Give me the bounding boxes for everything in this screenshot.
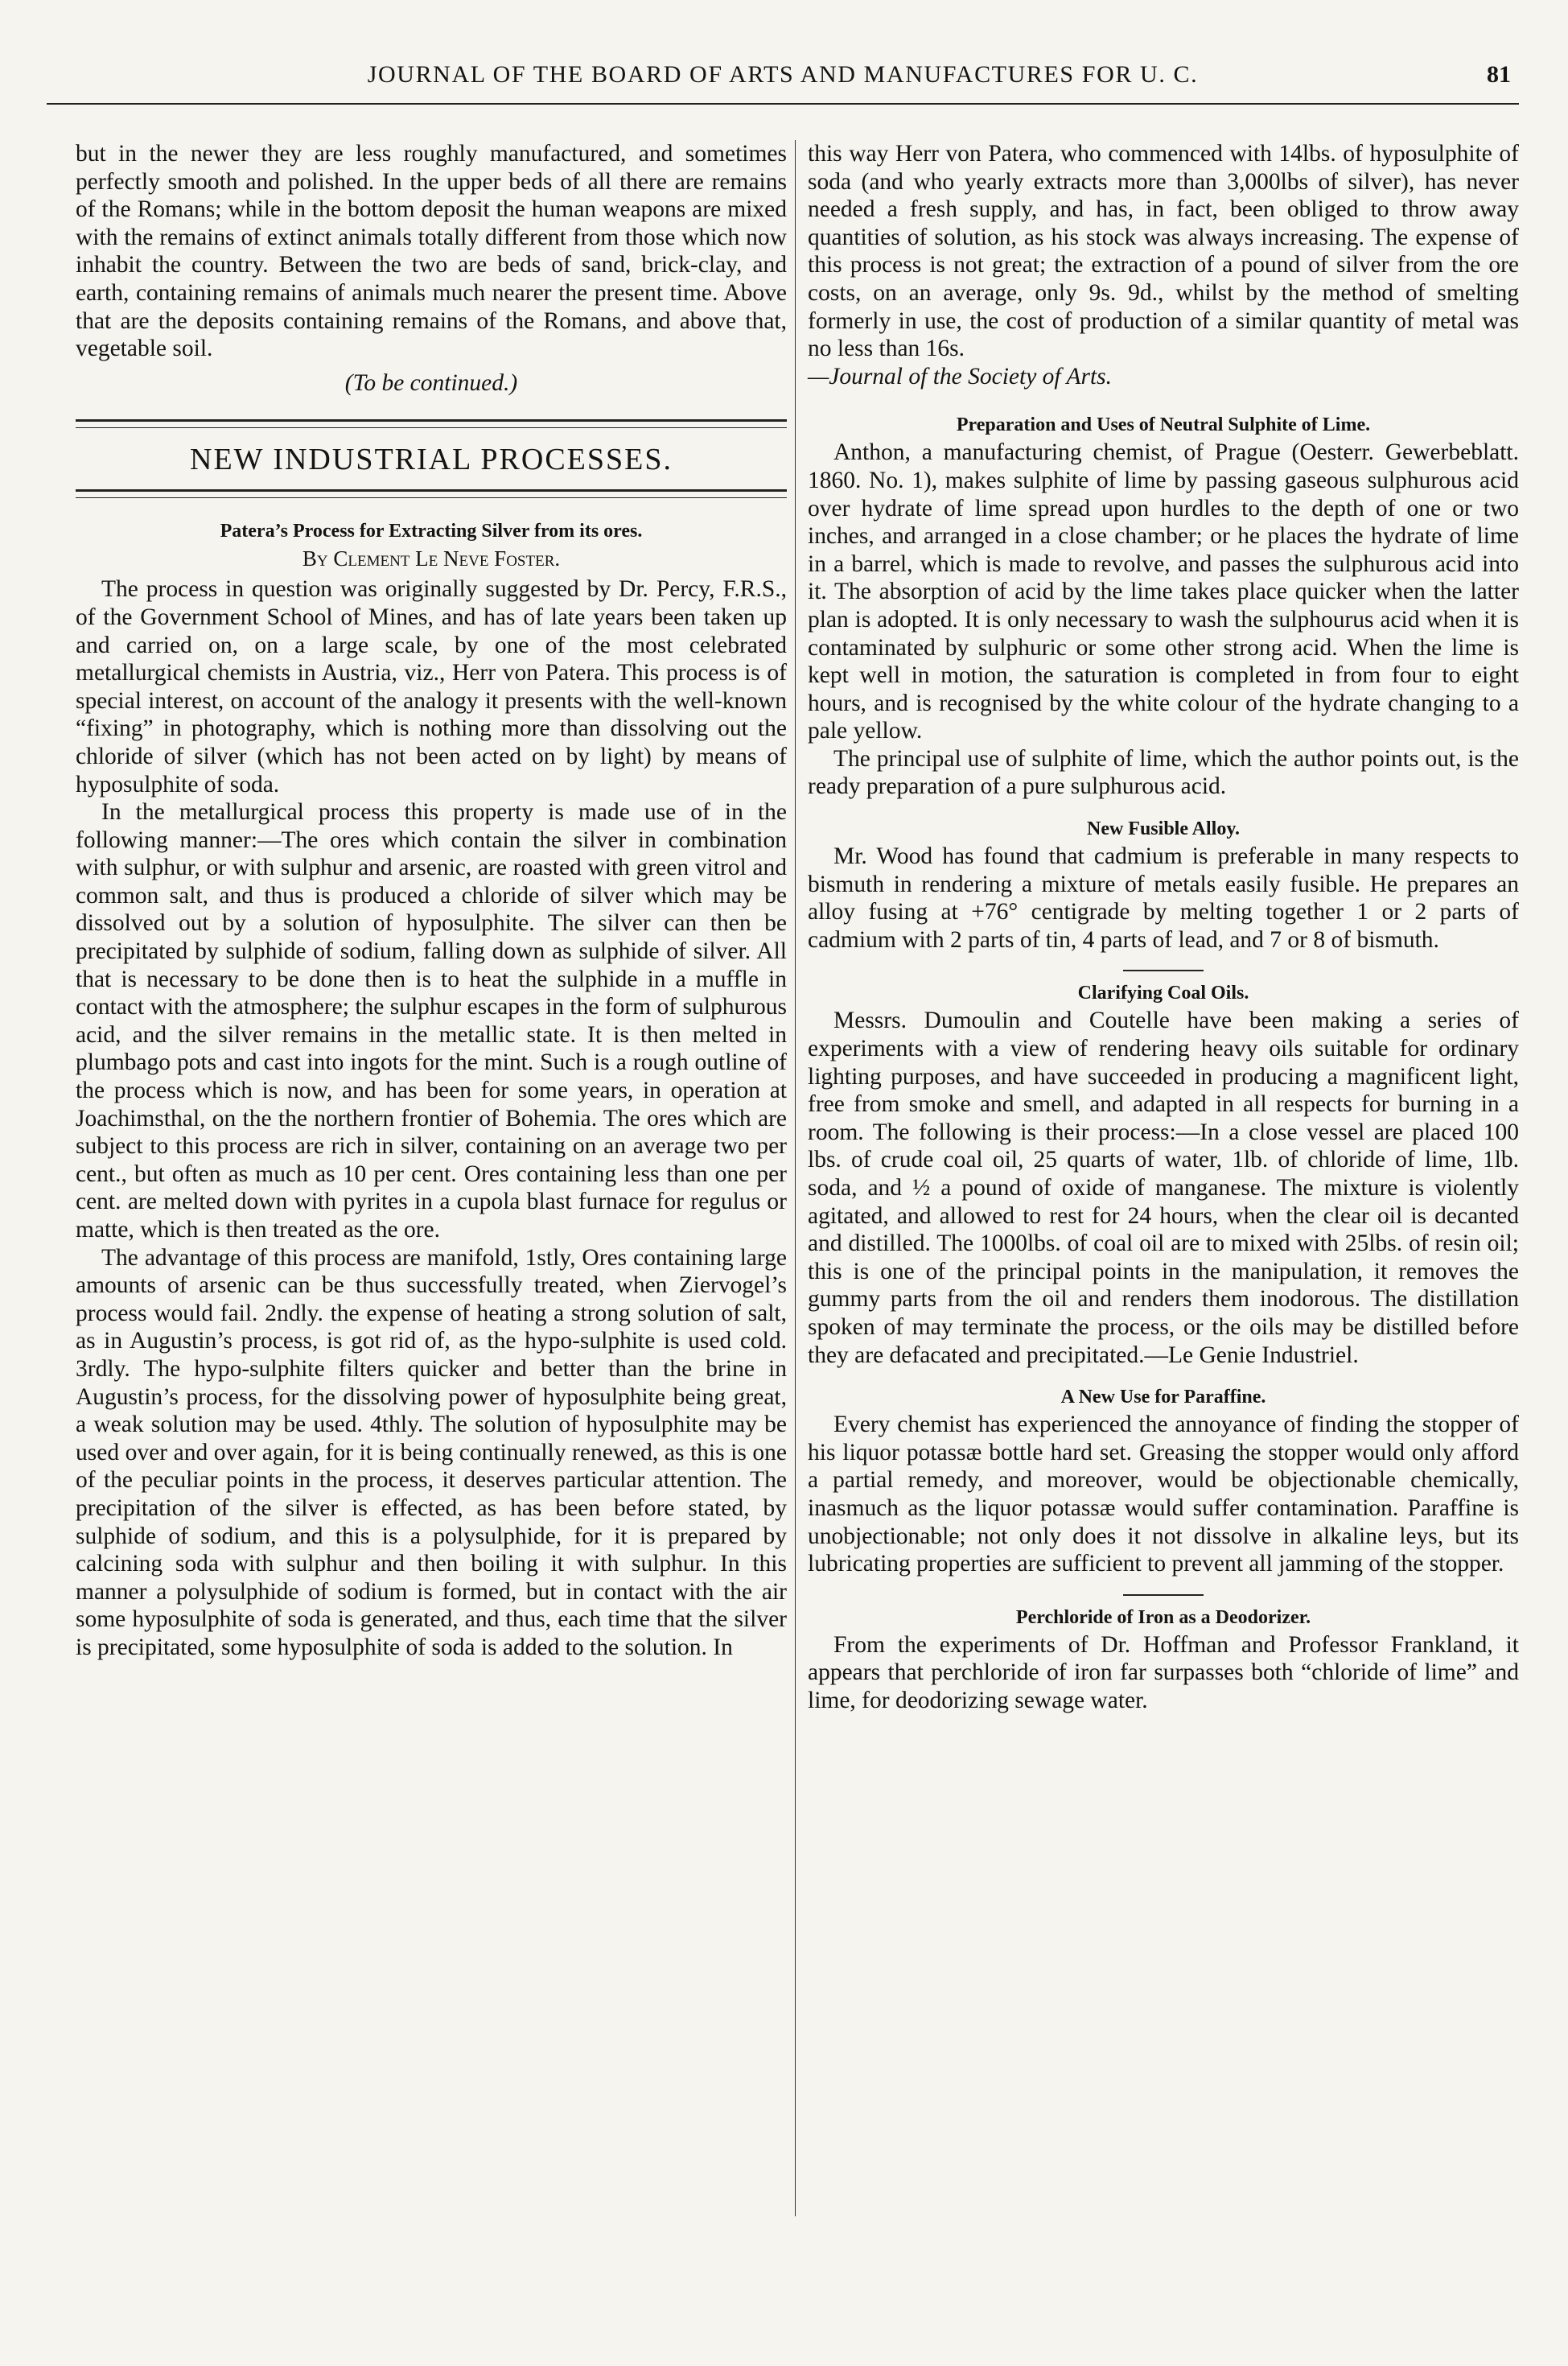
- spacer: [808, 390, 1519, 403]
- section-rule-bottom: [76, 489, 787, 498]
- source-citation-text: —Journal of the Society of Arts.: [808, 363, 1112, 390]
- paragraph: Messrs. Dumoulin and Coutelle have been making a series of experiments with a view of rendering heavy oils suitable for ordinary lighting purposes, and have succeeded in producing a magnificent light, free from smoke and smell, and adapted in all respects for burning in a room. The following is their process:—In a close vessel are placed 100 lbs. of crude coal oil, 25 quarts of water, 1lb. of chloride of lime, 1lb. soda, and ½ a pound of oxide of manganese. The mixture is violently agitated, and allowed to rest for 24 hours, when the clear oil is decanted and distilled. The 1000lbs. of coal oil are to mixed with 25lbs. of resin oil; this is one of the principal points in the manipulation, it removes the gummy parts from the oil and renders them inodorous. The distillation spoken of may terminate the process, or the oils may be distilled before they are defacated and precipitated.—Le Genie Industriel.: [808, 1008, 1519, 1368]
- article-divider: [1123, 1594, 1204, 1596]
- paragraph: The advantage of this process are manifold, 1stly, Ores containing large amounts of arsenic can be thus successfully treated, when Ziervogel’s process would fail. 2ndly. the expense of heating a strong solution of salt, as in Augustin’s process, is got rid of, as the hypo-sulphite is used cold. 3rdly. The hypo-sulphite filters quicker and better than the brine in Augustin’s process, for the dissolving power of hyposulphite being great, a weak solution may be used. 4thly. The solution of hyposulphite may be used over and over again, for it is being continually renewed, as this is one of the peculiar points in the process, it deserves particular attention. The precipitation of the silver is effected, as has been before stated, by sulphide of sodium, and this is a polysulphide, for it is prepared by calcining soda with sulphur and then boiling it with sulphur. In this manner a polysulphide of sodium is formed, but in contact with the air some hyposulphite of soda is generated, and thus, each time that the silver is precipitated, some hyposulphite of soda is added to the solution. In: [76, 1244, 787, 1660]
- left-column: [76, 140, 787, 2216]
- paragraph: The process in question was originally suggested by Dr. Percy, F.R.S., of the Government School of Mines, and has of late years been taken up and carried on, on a large scale, by one of the most celebrated metallurgical chemists in Austria, viz., Herr von Patera. This process is of special interest, on account of the analogy it presents with the well-known “fixing” in photography, which is nothing more than dissolving out the chloride of silver (which has not been acted on by light) by means of hyposulphite of soda.: [76, 576, 787, 798]
- spacer: [808, 801, 1519, 807]
- continued-paragraph: this way Herr von Patera, who commenced with 14lbs. of hyposulphite of soda (and who yearly extracts more than 3,000lbs of silver), has never needed a fresh supply, and has, in fact, been obliged to throw away quantities of solution, as his stock was always increasing. The expense of this process is not great; the extraction of a pound of silver from the ore costs, on an average, only 9s. 9d., whilst by the method of smelting formerly in use, the cost of production of a similar quantity of metal was no less than 16s.: [808, 141, 1519, 362]
- article-heading-patera: Patera’s Process for Extracting Silver from its ores.: [220, 521, 643, 542]
- section-title: NEW INDUSTRIAL PROCESSES.: [190, 443, 673, 477]
- running-title: JOURNAL OF THE BOARD OF ARTS AND MANUFACTURES FOR U. C.: [367, 61, 1199, 88]
- article-heading-alloy: New Fusible Alloy.: [1086, 818, 1241, 840]
- running-head: [47, 56, 1519, 105]
- continued-paragraph: but in the newer they are less roughly manufactured, and sometimes perfectly smooth and polished. In the upper beds of all there are remains of the Romans; while in the bottom deposit the human weapons are mixed with the remains of extinct animals totally different from those which now inhabit the country. Between the two are beds of sand, brick-clay, and earth, containing remains of animals much nearer the present time. Above that are the deposits containing remains of the Romans, and above that, vegetable soil.: [76, 141, 787, 362]
- article-divider: [1123, 970, 1204, 971]
- article-heading-perchloride: Perchloride of Iron as a Deodorizer.: [1015, 1606, 1311, 1628]
- paragraph: From the experiments of Dr. Hoffman and Professor Frankland, it appears that perchloride of iron far surpasses both “chloride of lime” and lime, for deodorizing sewage water.: [808, 1631, 1519, 1713]
- spacer: [808, 1369, 1519, 1375]
- paragraph: Anthon, a manufacturing chemist, of Prague (Oesterr. Gewerbeblatt. 1860. No. 1), makes sulphite of lime by passing gaseous sulphurous acid over hydrate of lime spread upon hurdles to the depth of one or two inches, and arranged in a close chamber; or he places the hydrate of lime in a barrel, which is made to revolve, and passes the sulphurous acid into it. The absorption of acid by the lime takes place quicker when the latter plan is adopted. It is only necessary to wash the sulphourus acid when it is contaminated by sulphuric or some other strong acid. When the lime is kept well in motion, the saturation is completed in from four to eight hours, and is recognised by the white colour of the hydrate changing to a pale yellow.: [808, 439, 1519, 744]
- paragraph: Every chemist has experienced the annoyance of finding the stopper of his liquor potassæ bottle hard set. Greasing the stopper would only afford a partial remedy, and moreover, would be objectionable chemically, inasmuch as the liquor potassæ would suffer contamination. Paraffine is unobjectionable; not only does it not dissolve in alkaline leys, but its lubricating properties are sufficient to prevent all jamming of the stopper.: [808, 1412, 1519, 1577]
- source-citation: [808, 363, 1519, 391]
- article-heading-sulphite: Preparation and Uses of Neutral Sulphite of Lime.: [956, 414, 1371, 436]
- article-heading-coal-oils: Clarifying Coal Oils.: [1077, 983, 1249, 1004]
- to-be-continued: (To be continued.): [344, 369, 518, 396]
- paragraph: The principal use of sulphite of lime, which the author points out, is the ready preparation of a pure sulphurous acid.: [808, 745, 1519, 800]
- byline: By Clement Le Neve Foster.: [302, 546, 561, 571]
- section-rule-top: [76, 419, 787, 428]
- article-heading-paraffine: A New Use for Paraffine.: [1060, 1387, 1266, 1408]
- right-column: [808, 140, 1519, 2216]
- column-divider: [795, 140, 796, 2216]
- paragraph: In the metallurgical process this property is made use of in the following manner:—The ores which contain the silver in combination with sulphur, or with sulphur and arsenic, are roasted with green vitrol and common salt, and thus is produced a chloride of silver which may be dissolved out by a solution of hyposulphite. The silver can then be precipitated by sulphide of sodium, falling down as sulphide of silver. All that is necessary to be done then is to heat the sulphide in a muffle in contact with the atmosphere; the sulphur escapes in the form of sulphurous acid, and the silver remains in the metallic state. It is then melted in plumbago pots and cast into ingots for the mint. Such is a rough outline of the process which is now, and has been for some years, in operation at Joachimsthal, on the the northern frontier of Bohemia. The ores which are subject to this process are rich in silver, containing on an average two per cent., but often as much as 10 per cent. Ores containing less than one per cent. are melted down with pyrites in a cupola blast furnace for regulus or matte, which is then treated as the ore.: [76, 799, 787, 1243]
- page-number: 81: [1487, 61, 1511, 88]
- paragraph: Mr. Wood has found that cadmium is preferable in many respects to bismuth in rendering a mixture of metals easily fusible. He prepares an alloy fusing at +76° centigrade by melting together 1 or 2 parts of cadmium with 2 parts of tin, 4 parts of lead, and 7 or 8 of bismuth.: [808, 843, 1519, 953]
